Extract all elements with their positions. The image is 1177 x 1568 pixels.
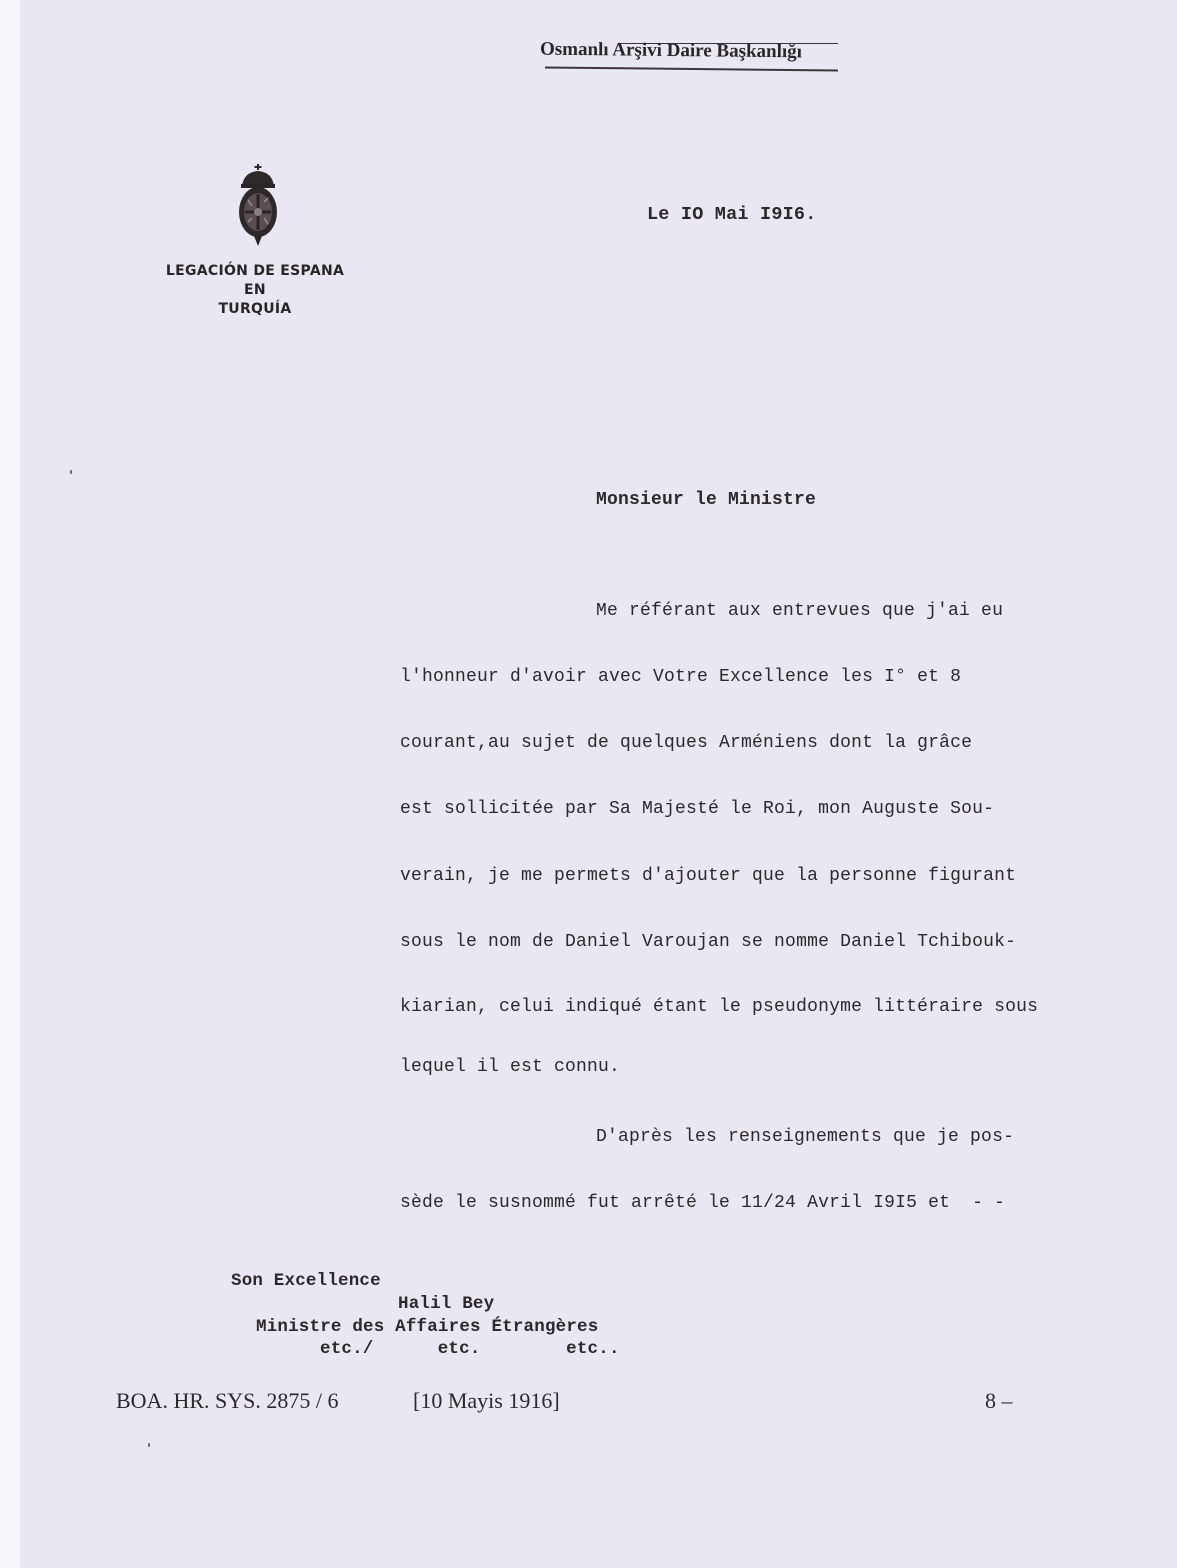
- royal-coat-of-arms-icon: [228, 162, 288, 250]
- body-line: sède le susnommé fut arrêté le 11/24 Avril I9I5 et - -: [400, 1193, 1006, 1213]
- archive-stamp: Osmanlı Arşivi Daire Başkanlığı: [539, 38, 803, 63]
- letterhead-line-1: LEGACIÓN DE ESPANA: [165, 263, 345, 279]
- body-line: Me référant aux entrevues que j'ai eu: [596, 601, 1004, 621]
- addressee-title: Son Excellence: [231, 1271, 381, 1291]
- salutation: Monsieur le Ministre: [596, 490, 817, 510]
- body-line: lequel il est connu.: [400, 1057, 621, 1077]
- letter-date: Le IO Mai I9I6.: [647, 204, 817, 225]
- body-line: verain, je me permets d'ajouter que la personne figurant: [400, 866, 1017, 886]
- scan-speck: [70, 470, 72, 474]
- page-number: 8 –: [985, 1388, 1013, 1413]
- letterhead-line-3: TURQUÍA: [218, 301, 292, 317]
- addressee-office: Ministre des Affaires Étrangères: [256, 1317, 599, 1337]
- body-line: courant,au sujet de quelques Arméniens dont la grâce: [400, 733, 973, 753]
- letterhead: [142, 262, 368, 319]
- document-page: [20, 0, 1177, 1568]
- archive-date: [10 Mayis 1916]: [413, 1388, 560, 1413]
- scan-speck: [148, 1443, 150, 1447]
- body-line: sous le nom de Daniel Varoujan se nomme Daniel Tchibouk-: [400, 932, 1017, 952]
- body-line: l'honneur d'avoir avec Votre Excellence les I° et 8: [400, 667, 962, 687]
- body-line: kiarian, celui indiqué étant le pseudonyme littéraire sous: [400, 997, 1039, 1017]
- addressee-etc: etc./ etc. etc..: [320, 1339, 620, 1359]
- archive-reference: BOA. HR. SYS. 2875 / 6: [116, 1388, 339, 1413]
- scan-margin: [0, 0, 20, 1568]
- body-line: D'après les renseignements que je pos-: [596, 1127, 1015, 1147]
- body-line: est sollicitée par Sa Majesté le Roi, mon Auguste Sou-: [400, 799, 995, 819]
- addressee-name: Halil Bey: [398, 1294, 495, 1314]
- letterhead-line-2: EN: [244, 282, 266, 298]
